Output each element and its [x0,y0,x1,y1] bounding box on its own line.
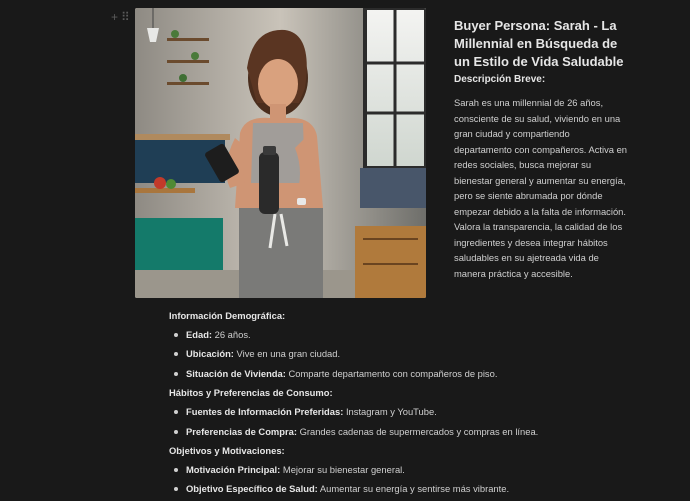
persona-details [169,306,669,499]
persona-photo [135,8,426,298]
bullet-icon [174,468,178,472]
persona-title: Buyer Persona: Sarah - La Millennial en Búsqueda de un Estilo de Vida Saludable [454,18,624,69]
bullet-icon [174,352,178,356]
item-value: 26 años. [212,329,251,340]
list-item [169,460,669,479]
bullet-icon [174,487,178,491]
brief-description-text: Sarah es una millennial de 26 años, consciente de su salud, viviendo en una gran ciudad y compartiendo departamento con compañeros. Activa en redes sociales, busca mejorar su bienestar general y aumentar su energía, pero se siente abrumada por dónde empezar debido a la falta de información. Valora la transparencia, la calidad de los ingredientes y desea integrar hábitos saludables en su ajetreada vida de manera práctica y accesible. [454,97,628,279]
item-value: Vive en una gran ciudad. [233,348,341,360]
item-label: Edad: [186,329,213,340]
item-label: Motivación Principal: [186,463,281,475]
brief-description-heading: Descripción Breve: [454,74,546,85]
item-label: Ubicación: [186,348,234,360]
bullet-icon [174,333,178,337]
item-value: Aumentar su energía y sentirse más vibrante. [317,483,510,495]
section-title-goals: Objetivos y Motivaciones: [169,444,285,456]
persona-summary [454,17,630,281]
habits-list [169,402,669,441]
item-value: Mejorar su bienestar general. [280,463,405,475]
plus-icon[interactable]: + [111,10,119,24]
drag-handle-icon[interactable]: ⠿ [121,10,130,24]
item-value: Grandes cadenas de supermercados y compras en línea. [296,425,539,437]
bullet-icon [174,430,178,434]
bullet-icon [174,410,178,414]
list-item [169,364,669,383]
demographics-list [169,325,669,383]
goals-list [169,460,669,499]
list-item [169,344,669,363]
list-item [169,402,669,421]
block-controls [111,11,130,23]
bullet-icon [174,372,178,376]
list-item [169,422,669,441]
section-title-habits: Hábitos y Preferencias de Consumo: [169,387,333,399]
item-label: Preferencias de Compra: [186,425,297,437]
item-value: Comparte departamento con compañeros de piso. [285,367,498,379]
item-label: Objetivo Específico de Salud: [186,483,318,495]
list-item [169,325,669,344]
item-label: Fuentes de Información Preferidas: [186,406,344,418]
list-item [169,479,669,498]
persona-illustration [135,8,426,298]
item-label: Situación de Vivienda: [186,367,286,379]
section-title-demographics: Información Demográfica: [169,310,286,321]
item-value: Instagram y YouTube. [343,406,437,418]
